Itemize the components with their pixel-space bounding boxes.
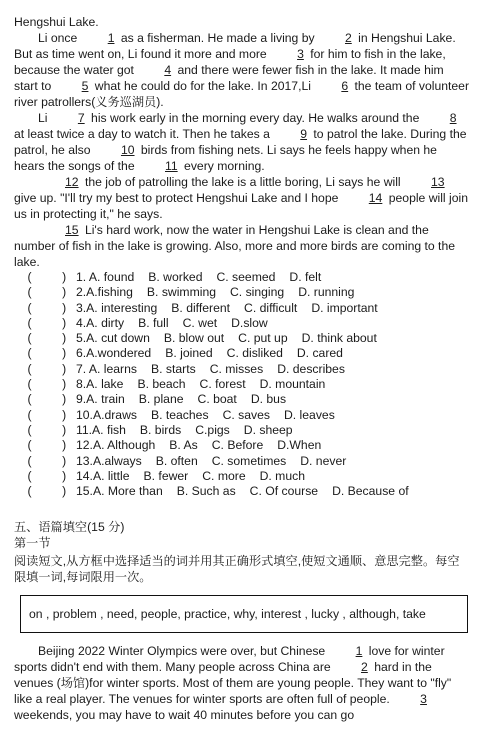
choice-option-a: 11.A. fish [76, 422, 126, 437]
choice-option: D. felt [289, 270, 322, 284]
choice-option: D.slow [231, 315, 268, 330]
answer-blank[interactable]: 3 [297, 47, 304, 61]
answer-paren[interactable]: ( ) [14, 438, 70, 453]
choice-option: B. different [171, 300, 231, 315]
choice-row [14, 362, 470, 377]
choice-option: C. sometimes [211, 453, 287, 468]
answer-blank[interactable]: 15 [65, 223, 79, 237]
choice-option-a: 13.A.always [76, 453, 142, 468]
choice-option-a: 9.A. train [76, 392, 125, 407]
choice-row [14, 408, 470, 423]
passage-text: weekends, you may have to wait 40 minutes before you can go [14, 708, 355, 723]
choice-row [14, 331, 470, 346]
answer-blank[interactable]: 2 [361, 660, 368, 675]
choice-option: D. think about [301, 331, 377, 346]
answer-paren[interactable]: ( ) [14, 285, 70, 300]
choice-option: D. important [311, 300, 378, 315]
passage-text: and there were fewer fish in the lake. It made him start to [14, 63, 444, 93]
choice-option-a: 14.A. little [76, 468, 130, 483]
choice-option: C. Before [211, 438, 264, 453]
passage-text: Beijing 2022 Winter Olympics were over, but Chinese [38, 644, 329, 659]
choice-option: B. joined [165, 346, 213, 361]
passage-text: his work early in the morning every day. He walks around the [87, 111, 423, 125]
answer-blank[interactable]: 6 [341, 79, 349, 93]
choice-option: D. never [300, 453, 347, 468]
answer-paren[interactable]: ( ) [14, 346, 70, 361]
passage-text: give up. "I'll try my best to protect Hengshui Lake and I hope [14, 191, 342, 205]
choice-option-a: 8.A. lake [76, 377, 124, 392]
answer-paren[interactable]: ( ) [14, 270, 70, 284]
choice-option: C. singing [230, 285, 285, 300]
passage-text: love for winter sports didn't end with them. Many people across China are [14, 644, 445, 675]
answer-paren[interactable]: ( ) [14, 407, 70, 422]
passage-text: in Hengshui Lake. But as time went on, Li found it more and more [14, 31, 456, 61]
choice-option: D. describes [277, 361, 345, 376]
choice-option: D. bus [250, 392, 287, 407]
passage-paragraph [14, 222, 470, 270]
answer-blank[interactable]: 11 [165, 159, 178, 173]
passage-text: the job of patrolling the lake is a little boring, Li says he will [81, 175, 405, 189]
answer-blank[interactable]: 1 [355, 644, 363, 659]
choice-option: B. blow out [163, 331, 225, 346]
choice-option: C. forest [199, 377, 246, 392]
cloze-passage [14, 30, 470, 270]
answer-blank[interactable]: 9 [300, 127, 308, 141]
choice-option: D.When [277, 438, 322, 453]
choice-option: B. birds [139, 422, 182, 437]
answer-paren[interactable]: ( ) [14, 422, 70, 437]
passage-text: the team of volunteer river patrollers(义务巡湖员). [14, 79, 470, 109]
choice-option: C. boat [197, 392, 237, 407]
choice-row [14, 377, 470, 392]
passage-text: Li [38, 111, 51, 125]
worksheet-page [14, 0, 470, 723]
answer-paren[interactable]: ( ) [14, 377, 70, 392]
answer-paren[interactable]: ( ) [14, 484, 70, 499]
heading-fragment: Hengshui Lake. [14, 15, 99, 29]
multiple-choice-list [14, 270, 470, 499]
choice-option: B. As [169, 438, 198, 453]
choice-option-a: 2.A.fishing [76, 285, 133, 300]
choice-option: C. difficult [244, 300, 298, 315]
choice-option: B. teaches [150, 407, 209, 422]
answer-blank[interactable]: 4 [164, 63, 172, 77]
section5-subtitle: 第一节 [14, 536, 51, 551]
passage-text: as a fisherman. He made a living by [117, 31, 318, 45]
answer-blank[interactable]: 14 [368, 191, 383, 205]
passage-text: what he could do for the lake. In 2017,Li [91, 79, 315, 93]
answer-paren[interactable]: ( ) [14, 300, 70, 315]
passage-text: at least twice a day to watch it. Then he takes a [14, 127, 274, 141]
passage-text: for him to fish in the lake, because the water got [14, 47, 446, 77]
answer-blank[interactable]: 2 [344, 31, 352, 45]
choice-option-a: 1. A. found [76, 270, 135, 284]
passage-paragraph [14, 30, 470, 110]
choice-option-a: 4.A. dirty [76, 315, 125, 330]
choice-option: B. starts [150, 361, 196, 376]
choice-option: C.pigs [195, 422, 230, 437]
choice-option: B. swimming [146, 285, 216, 300]
answer-paren[interactable]: ( ) [14, 331, 70, 346]
choice-option-a: 15.A. More than [76, 484, 163, 499]
answer-blank[interactable]: 13 [431, 175, 445, 189]
choice-option: D. cared [296, 346, 343, 361]
answer-blank[interactable]: 8 [449, 111, 457, 125]
section5-title: 五、语篇填空(15 分) [14, 520, 125, 535]
choice-option: D. Because of [332, 484, 409, 499]
choice-option: D. mountain [259, 377, 326, 392]
choice-option: C. saves [222, 407, 270, 422]
choice-option: D. sheep [243, 422, 293, 437]
choice-row [14, 484, 470, 499]
word-box: on , problem , need, people, practice, why, interest , lucky , although, take [20, 595, 468, 633]
choice-option-a: 7. A. learns [76, 361, 137, 376]
passage-text: to patrol the lake. During the patrol, he also [14, 127, 467, 157]
passage-text: people will join us in protecting it," he says. [14, 191, 468, 221]
answer-paren[interactable]: ( ) [14, 361, 70, 376]
choice-option-a: 6.A.wondered [76, 346, 152, 361]
answer-blank[interactable]: 12 [65, 175, 79, 189]
answer-blank[interactable]: 7 [77, 111, 85, 125]
choice-option: C. put up [238, 331, 288, 346]
choice-row [14, 270, 470, 285]
choice-row [14, 392, 470, 407]
choice-option: D. running [298, 285, 355, 300]
choice-option-a: 12.A. Although [76, 438, 156, 453]
passage-paragraph [14, 174, 470, 222]
choice-option: B. often [155, 453, 198, 468]
choice-option: B. plane [138, 392, 184, 407]
passage-text: birds from fishing nets. Li says he feels happy when he hears the songs of the [14, 143, 437, 173]
choice-row [14, 316, 470, 331]
passage-text: Li once [38, 31, 81, 45]
passage2 [14, 643, 470, 723]
answer-paren[interactable]: ( ) [14, 453, 70, 468]
answer-paren[interactable]: ( ) [14, 315, 70, 330]
choice-row [14, 454, 470, 469]
choice-option: C. disliked [226, 346, 283, 361]
choice-row [14, 285, 470, 300]
choice-option: C. misses [209, 361, 264, 376]
choice-option: B. worked [148, 270, 203, 284]
choice-option: B. Such as [176, 484, 236, 499]
choice-option: B. beach [137, 377, 186, 392]
choice-row [14, 438, 470, 453]
choice-option: D. leaves [283, 407, 335, 422]
answer-paren[interactable]: ( ) [14, 392, 70, 407]
answer-blank[interactable]: 10 [120, 143, 135, 157]
choice-row [14, 346, 470, 361]
passage-text: every morning. [180, 159, 265, 173]
answer-blank[interactable]: 1 [107, 31, 115, 45]
choice-row [14, 469, 470, 484]
choice-option-a: 5.A. cut down [76, 331, 150, 346]
choice-option-a: 10.A.draws [76, 407, 137, 422]
answer-blank[interactable]: 5 [81, 79, 89, 93]
choice-option: C. seemed [216, 270, 276, 284]
choice-row [14, 301, 470, 316]
choice-option: C. wet [182, 315, 218, 330]
section5-instruction: 阅读短文,从方框中选择适当的词并用其正确形式填空,使短文通顺、意思完整。每空限填一词,每词限用一次。 [14, 554, 460, 585]
answer-paren[interactable]: ( ) [14, 468, 70, 483]
choice-option: B. full [138, 315, 169, 330]
choice-option: D. much [259, 468, 305, 483]
choice-option: B. fewer [143, 468, 189, 483]
choice-option: C. Of course [249, 484, 319, 499]
choice-row [14, 423, 470, 438]
passage-text: hard in the venues (场馆)for winter sports. Most of them are young people. They want to "fly" like a real player. The venues for winter sports are often full of people. [14, 660, 452, 707]
passage-text: Li's hard work, now the water in Hengshui Lake is clean and the number of fish in the lake is growing. Also, more and more birds are coming to the lake. [14, 223, 455, 269]
answer-blank[interactable]: 3 [420, 692, 427, 707]
choice-option-a: 3.A. interesting [76, 300, 158, 315]
passage-paragraph [14, 110, 470, 174]
choice-option: C. more [202, 468, 246, 483]
